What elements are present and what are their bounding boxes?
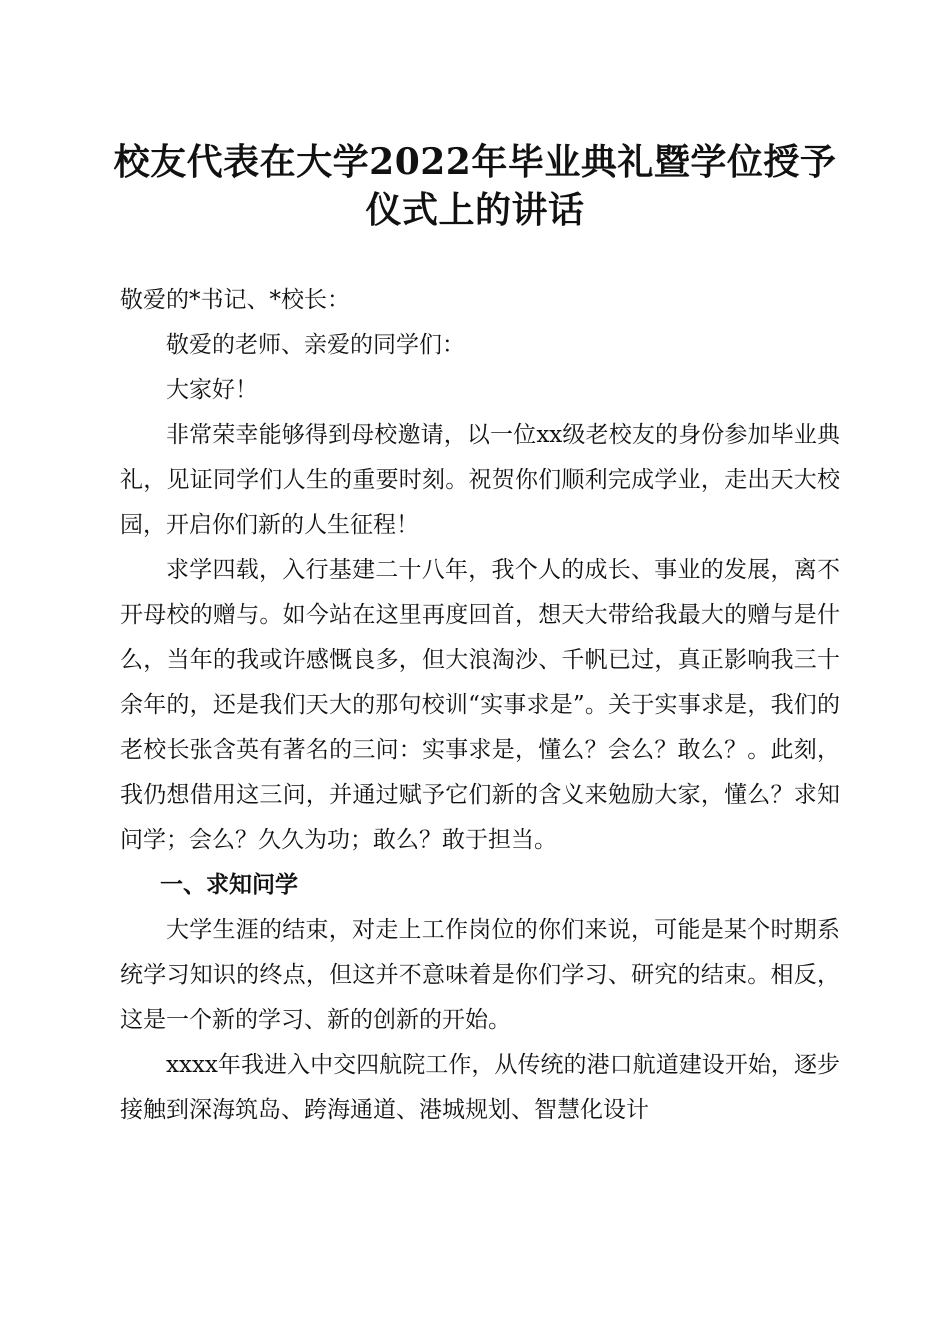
paragraph-4: xxxx年我进入中交四航院工作，从传统的港口航道建设开始，逐步接触到深海筑岛、跨海通道、港城规划、智慧化设计 bbox=[120, 1052, 840, 1123]
paragraph-1: 非常荣幸能够得到母校邀请，以一位xx级老校友的身份参加毕业典礼，见证同学们人生的重要时刻。祝贺你们顺利完成学业，走出天大校园，开启你们新的人生征程！ bbox=[120, 422, 840, 538]
section-heading-1: 一、求知问学 bbox=[160, 872, 298, 898]
greeting: 大家好！ bbox=[166, 377, 258, 403]
document-body bbox=[120, 278, 840, 1133]
paragraph-3: 大学生涯的结束，对走上工作岗位的你们来说，可能是某个时期系统学习知识的终点，但这并不意味着是你们学习、研究的结束。相反，这是一个新的学习、新的创新的开始。 bbox=[120, 917, 840, 1033]
paragraph-2: 求学四载，入行基建二十八年，我个人的成长、事业的发展，离不开母校的赠与。如今站在这里再度回首，想天大带给我最大的赠与是什么，当年的我或许感慨良多，但大浪淘沙、千帆已过，真正影响我三十余年的，还是我们天大的那句校训“实事求是”。关于实事求是，我们的老校长张含英有著名的三问：实事求是，懂么？会么？敢么？。此刻，我仍想借用这三问，并通过赋予它们新的含义来勉励大家，懂么？求知问学；会么？久久为功；敢么？敢于担当。 bbox=[120, 557, 840, 853]
document-title-line-1: 校友代表在大学2022年毕业典礼暨学位授予 bbox=[113, 141, 837, 183]
salutation-audience: 敬爱的老师、亲爱的同学们： bbox=[166, 332, 465, 358]
salutation-leaders: 敬爱的*书记、*校长： bbox=[120, 287, 350, 313]
document-title-line-2: 仪式上的讲话 bbox=[365, 189, 585, 231]
